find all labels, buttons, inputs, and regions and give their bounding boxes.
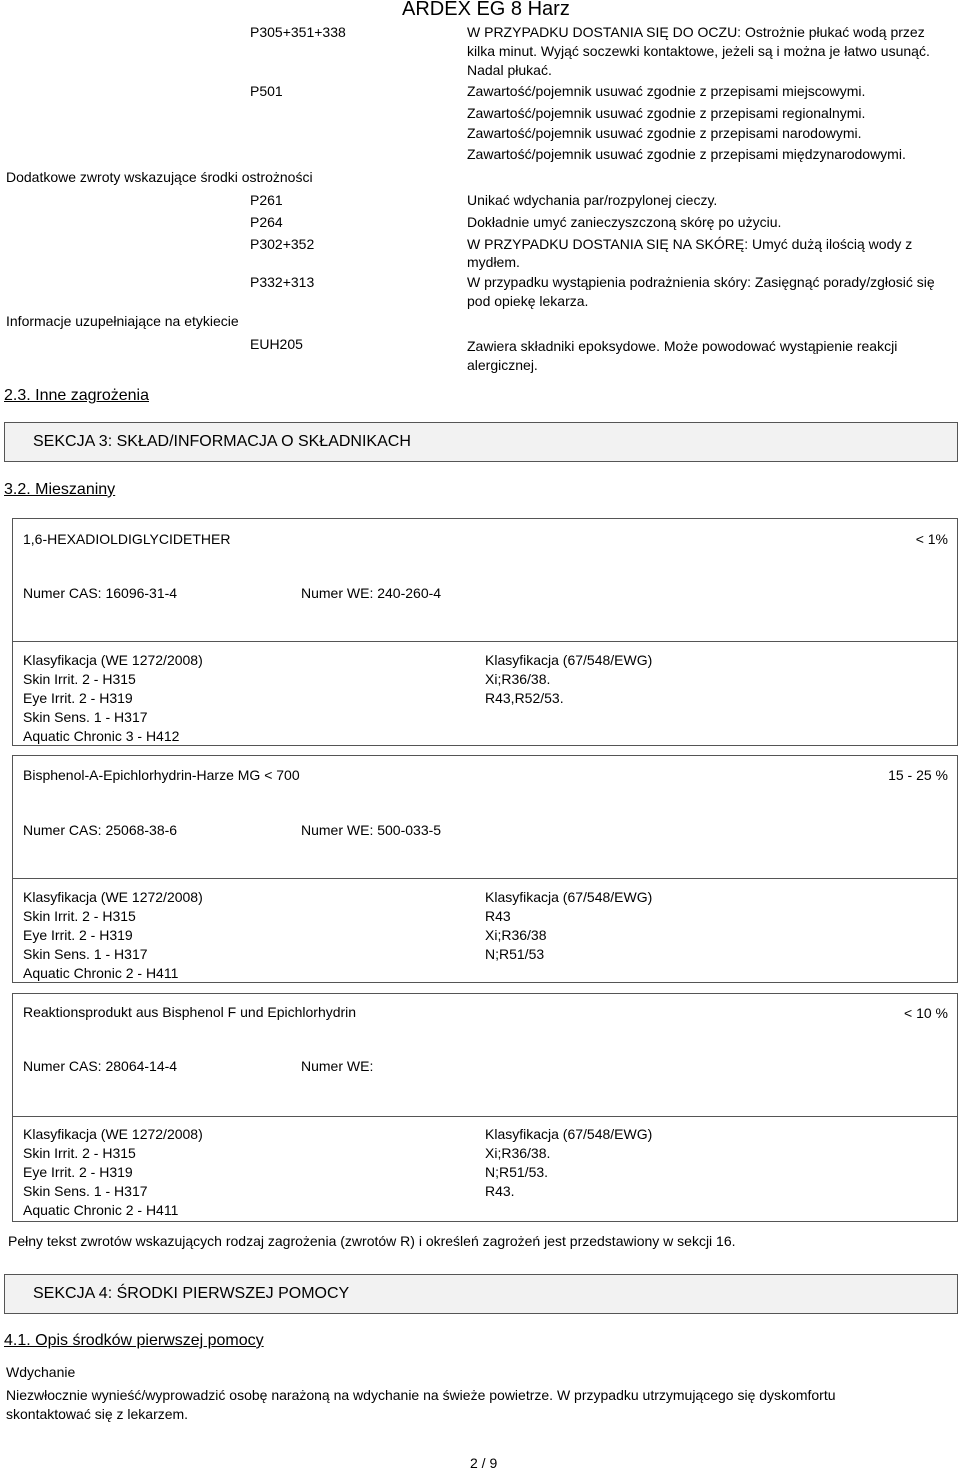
we-number: Numer WE: [301, 1058, 374, 1074]
inhalation-label: Wdychanie [6, 1364, 76, 1380]
euh-code: EUH205 [250, 336, 303, 352]
mixtures-heading: 3.2. Mieszaniny [4, 481, 116, 498]
clp-line: Skin Irrit. 2 - H315 [23, 671, 136, 687]
section-3-header [4, 422, 958, 462]
p-text-line: Zawartość/pojemnik usuwać zgodnie z przepisami międzynarodowymi. [467, 146, 906, 162]
clp-line: Skin Sens. 1 - H317 [23, 709, 148, 725]
section-3-title: SEKCJA 3: SKŁAD/INFORMACJA O SKŁADNIKACH [33, 433, 411, 450]
p-text-line: W przypadku wystąpienia podrażnienia skóry: Zasięgnąć porady/zgłosić się [467, 274, 935, 290]
cas-number: Numer CAS: 25068-38-6 [23, 822, 178, 838]
p-text-line: Dokładnie umyć zanieczyszczoną skórę po użyciu. [467, 214, 782, 230]
dsd-line: Klasyfikacja (67/548/EWG) [485, 652, 653, 668]
first-aid-heading: 4.1. Opis środków pierwszej pomocy [4, 1332, 264, 1349]
section-4-title: SEKCJA 4: ŚRODKI PIERWSZEJ POMOCY [33, 1285, 350, 1302]
component-name: 1,6-HEXADIOLDIGLYCIDETHER [23, 531, 231, 547]
clp-line: Skin Sens. 1 - H317 [23, 1183, 148, 1199]
p-text-line: kilka minut. Wyjąć soczewki kontaktowe, jeżeli są i można je łatwo usunąć. [467, 43, 930, 59]
clp-line: Aquatic Chronic 3 - H412 [23, 728, 180, 744]
clp-line: Klasyfikacja (WE 1272/2008) [23, 652, 203, 668]
component-concentration: < 1% [915, 531, 948, 547]
dsd-line: Klasyfikacja (67/548/EWG) [485, 889, 653, 905]
dsd-line: R43 [485, 908, 511, 924]
supplementary-info-label: Informacje uzupełniające na etykiecie [6, 313, 239, 329]
p-text-line: pod opiekę lekarza. [467, 293, 589, 309]
component-name: Bisphenol-A-Epichlorhydrin-Harze MG < 700 [23, 767, 300, 783]
p-code: P264 [250, 214, 283, 230]
dsd-line: Xi;R36/38 [485, 927, 547, 943]
dsd-line: R43. [485, 1183, 515, 1199]
p-text-line: Unikać wdychania par/rozpylonej cieczy. [467, 192, 718, 208]
component-concentration: 15 - 25 % [888, 767, 948, 783]
euh-text-line: Zawiera składniki epoksydowe. Może powodować wystąpienie reakcji [467, 338, 898, 354]
component-concentration: < 10 % [904, 1005, 948, 1021]
p-text-line: Nadal płukać. [467, 62, 552, 78]
clp-line: Eye Irrit. 2 - H319 [23, 1164, 133, 1180]
dsd-line: Xi;R36/38. [485, 1145, 551, 1161]
card-divider [13, 1116, 957, 1117]
p-text-line: W PRZYPADKU DOSTANIA SIĘ NA SKÓRĘ: Umyć dużą ilością wody z [467, 236, 913, 252]
clp-line: Skin Irrit. 2 - H315 [23, 908, 136, 924]
cas-number: Numer CAS: 16096-31-4 [23, 585, 178, 601]
dsd-line: N;R51/53 [485, 946, 545, 962]
clp-line: Eye Irrit. 2 - H319 [23, 927, 133, 943]
additional-precautions-label: Dodatkowe zwroty wskazujące środki ostrożności [6, 169, 313, 185]
p-code: P305+351+338 [250, 24, 346, 40]
we-number: Numer WE: 240-260-4 [301, 585, 442, 601]
p-code: P332+313 [250, 274, 315, 290]
clp-line: Skin Sens. 1 - H317 [23, 946, 148, 962]
dsd-line: N;R51/53. [485, 1164, 549, 1180]
p-text-line: Zawartość/pojemnik usuwać zgodnie z przepisami miejscowymi. [467, 83, 866, 99]
we-number: Numer WE: 500-033-5 [301, 822, 442, 838]
p-text-line: Zawartość/pojemnik usuwać zgodnie z przepisami narodowymi. [467, 125, 862, 141]
component-name: Reaktionsprodukt aus Bisphenol F und Epichlorhydrin [23, 1004, 357, 1020]
p-text-line: mydłem. [467, 254, 520, 270]
card-divider [13, 641, 957, 642]
other-hazards-heading: 2.3. Inne zagrożenia [4, 387, 149, 404]
p-code: P302+352 [250, 236, 315, 252]
clp-line: Klasyfikacja (WE 1272/2008) [23, 889, 203, 905]
dsd-line: R43,R52/53. [485, 690, 564, 706]
inhalation-text-line: Niezwłocznie wynieść/wyprowadzić osobę narażoną na wdychanie na świeże powietrze. W przypadku utrzymującego się dyskomfortu [6, 1387, 836, 1403]
inhalation-text-line: skontaktować się z lekarzem. [6, 1406, 189, 1422]
clp-line: Aquatic Chronic 2 - H411 [23, 965, 179, 981]
dsd-line: Xi;R36/38. [485, 671, 551, 687]
section-4-header [4, 1274, 958, 1314]
cas-number: Numer CAS: 28064-14-4 [23, 1058, 178, 1074]
p-code: P261 [250, 192, 283, 208]
p-text-line: Zawartość/pojemnik usuwać zgodnie z przepisami regionalnymi. [467, 105, 866, 121]
document-title: ARDEX EG 8 Harz [402, 0, 570, 20]
clp-line: Klasyfikacja (WE 1272/2008) [23, 1126, 203, 1142]
clp-line: Aquatic Chronic 2 - H411 [23, 1202, 179, 1218]
page-number: 2 / 9 [470, 1455, 498, 1471]
clp-line: Skin Irrit. 2 - H315 [23, 1145, 136, 1161]
euh-text-line: alergicznej. [467, 357, 538, 373]
p-code: P501 [250, 83, 283, 99]
dsd-line: Klasyfikacja (67/548/EWG) [485, 1126, 653, 1142]
component-card [12, 518, 958, 746]
full-text-note: Pełny tekst zwrotów wskazujących rodzaj zagrożenia (zwrotów R) i określeń zagrożeń jest przedstawiony w sekcji 16. [8, 1233, 736, 1249]
p-text-line: W PRZYPADKU DOSTANIA SIĘ DO OCZU: Ostrożnie płukać wodą przez [467, 24, 925, 40]
card-divider [13, 878, 957, 879]
clp-line: Eye Irrit. 2 - H319 [23, 690, 133, 706]
